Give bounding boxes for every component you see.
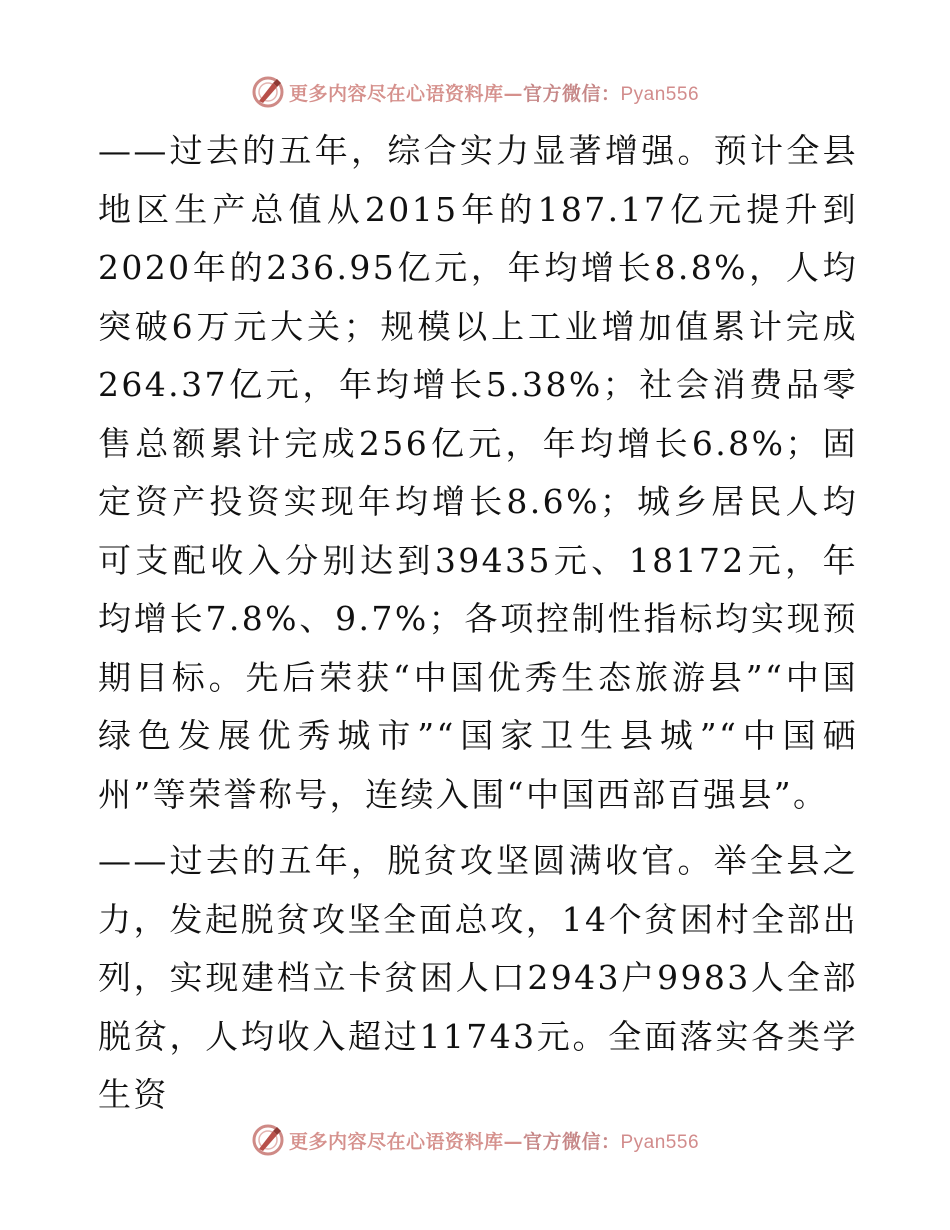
header-separator: — — [503, 82, 523, 105]
footer-separator: — — [503, 1130, 523, 1153]
footer-wechat-label: 官方微信： — [522, 1130, 621, 1153]
footer-wechat-id: Pyan556 — [620, 1131, 700, 1153]
page-footer-banner — [0, 1120, 950, 1160]
brand-seal-icon — [251, 1123, 285, 1157]
paragraph-overall-strength: ——过去的五年，综合实力显著增强。预计全县地区生产总值从2015年的187.17亿元提升到2020年的236.95亿元，年均增长8.8%，人均突破6万元大关；规模以上工业增加值累计完成264.37亿元，年均增长5.38%；社会消费品零售总额累计完成256亿元，年均增长6.8%；固定资产投资实现年均增长8.6%；城乡居民人均可支配收入分别达到39435元、18172元，年均增长7.8%、9.7%；各项控制性指标均实现预期目标。先后荣获“中国优秀生态旅游县”“中国绿色发展优秀城市”“国家卫生县城”“中国硒州”等荣誉称号，连续入围“中国西部百强县”。 — [98, 131, 858, 814]
document-body — [98, 122, 858, 1125]
header-wechat-label: 官方微信： — [522, 82, 621, 105]
header-brand-text: 更多内容尽在心语资料库 — [288, 82, 504, 105]
footer-brand-text: 更多内容尽在心语资料库 — [288, 1130, 504, 1153]
paragraph-poverty-alleviation: ——过去的五年，脱贫攻坚圆满收官。举全县之力，发起脱贫攻坚全面总攻，14个贫困村全部出列，实现建档立卡贫困人口2943户9983人全部脱贫，人均收入超过11743元。全面落实各类学生资 — [98, 841, 858, 1114]
brand-seal-icon — [251, 75, 285, 109]
page-header-banner — [0, 72, 950, 112]
header-banner-text — [289, 79, 699, 106]
header-wechat-id: Pyan556 — [620, 83, 700, 105]
footer-banner-text — [289, 1127, 699, 1154]
